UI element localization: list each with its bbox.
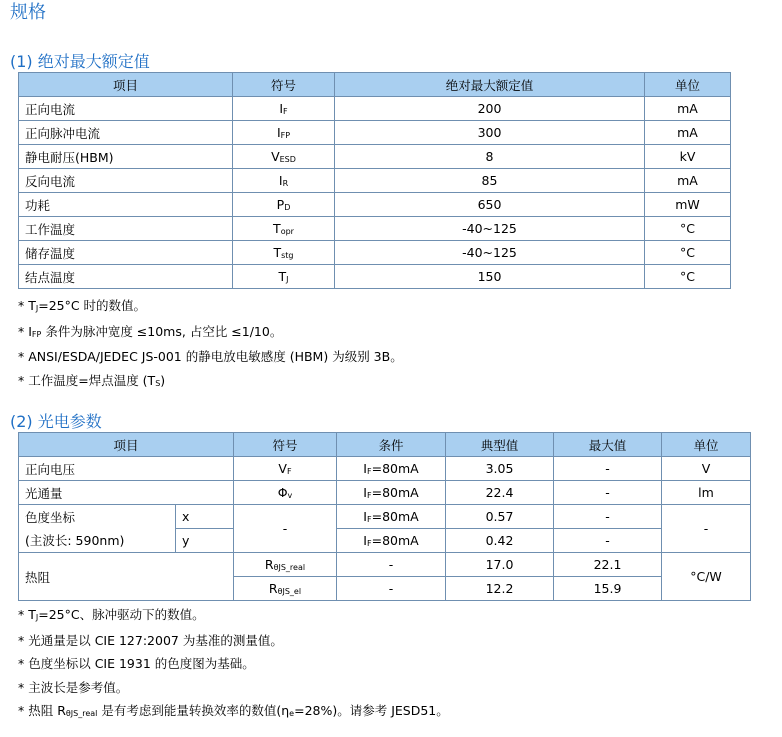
condition-cell: - bbox=[337, 553, 446, 577]
note-line: * TJ=25°C 时的数值。 bbox=[18, 298, 147, 313]
symbol-cell: IFP bbox=[233, 121, 335, 145]
symbol-cell: Topr bbox=[233, 217, 335, 241]
note-line: * TJ=25°C、脉冲驱动下的数值。 bbox=[18, 607, 205, 622]
absolute-max-ratings-table bbox=[18, 72, 731, 289]
header-unit: 单位 bbox=[662, 433, 751, 457]
unit-cell: °C bbox=[645, 265, 731, 289]
unit-cell: °C/W bbox=[662, 553, 751, 601]
typical-cell: 0.57 bbox=[446, 505, 554, 529]
symbol-cell: PD bbox=[233, 193, 335, 217]
table-row-forward-voltage bbox=[19, 457, 751, 481]
symbol-cell: VESD bbox=[233, 145, 335, 169]
header-typical: 典型值 bbox=[446, 433, 554, 457]
section2-notes bbox=[18, 603, 449, 725]
condition-cell: - bbox=[337, 577, 446, 601]
table-row bbox=[19, 169, 731, 193]
item-cell: 结点温度 bbox=[19, 265, 233, 289]
electro-optical-table bbox=[18, 432, 751, 601]
symbol-cell: Tstg bbox=[233, 241, 335, 265]
typical-cell: 22.4 bbox=[446, 481, 554, 505]
rating-cell: 200 bbox=[335, 97, 645, 121]
condition-cell: IF=80mA bbox=[337, 457, 446, 481]
header-symbol: 符号 bbox=[234, 433, 337, 457]
table-header-row bbox=[19, 73, 731, 97]
typical-cell: 0.42 bbox=[446, 529, 554, 553]
axis-cell: x bbox=[176, 505, 234, 529]
symbol-cell: RθJS_real bbox=[234, 553, 337, 577]
unit-cell: - bbox=[662, 505, 751, 553]
condition-cell: IF=80mA bbox=[337, 529, 446, 553]
item-cell: 功耗 bbox=[19, 193, 233, 217]
max-cell: - bbox=[554, 457, 662, 481]
rating-cell: 85 bbox=[335, 169, 645, 193]
page-title: 规格 bbox=[10, 2, 46, 23]
note-line: * 主波长是参考值。 bbox=[18, 679, 129, 695]
item-cell: 工作温度 bbox=[19, 217, 233, 241]
symbol-cell: RθJS_el bbox=[234, 577, 337, 601]
unit-cell: °C bbox=[645, 217, 731, 241]
note-line: * IFP 条件为脉冲宽度 ≤10ms, 占空比 ≤1/10。 bbox=[18, 323, 283, 339]
rating-cell: 650 bbox=[335, 193, 645, 217]
rating-cell: 150 bbox=[335, 265, 645, 289]
table-row-chromaticity-y bbox=[19, 529, 751, 553]
section2-title: (2) 光电参数 bbox=[10, 412, 102, 431]
unit-cell: mA bbox=[645, 169, 731, 193]
condition-cell: IF=80mA bbox=[337, 481, 446, 505]
table-row bbox=[19, 121, 731, 145]
header-item: 项目 bbox=[19, 73, 233, 97]
item-cell: 静电耐压(HBM) bbox=[19, 145, 233, 169]
unit-cell: V bbox=[662, 457, 751, 481]
symbol-cell: TJ bbox=[233, 265, 335, 289]
unit-cell: °C bbox=[645, 241, 731, 265]
axis-cell: y bbox=[176, 529, 234, 553]
symbol-cell: IR bbox=[233, 169, 335, 193]
rating-cell: 300 bbox=[335, 121, 645, 145]
rating-cell: -40~125 bbox=[335, 241, 645, 265]
max-cell: 15.9 bbox=[554, 577, 662, 601]
table-row-luminous-flux bbox=[19, 481, 751, 505]
note-line: * ANSI/ESDA/JEDEC JS-001 的静电放电敏感度 (HBM) 为级别 3B。 bbox=[18, 349, 403, 364]
max-cell: - bbox=[554, 529, 662, 553]
max-cell: 22.1 bbox=[554, 553, 662, 577]
symbol-cell: Φv bbox=[234, 481, 337, 505]
header-max: 最大值 bbox=[554, 433, 662, 457]
header-item: 项目 bbox=[19, 433, 234, 457]
header-condition: 条件 bbox=[337, 433, 446, 457]
item-cell-line2: (主波长: 590nm) bbox=[19, 529, 176, 553]
unit-cell: mA bbox=[645, 121, 731, 145]
table-row bbox=[19, 145, 731, 169]
condition-cell: IF=80mA bbox=[337, 505, 446, 529]
item-cell: 正向电流 bbox=[19, 97, 233, 121]
table-row-chromaticity-x bbox=[19, 505, 751, 529]
symbol-cell: - bbox=[234, 505, 337, 553]
item-cell: 热阻 bbox=[19, 553, 234, 601]
item-cell: 光通量 bbox=[19, 481, 234, 505]
unit-cell: mW bbox=[645, 193, 731, 217]
header-symbol: 符号 bbox=[233, 73, 335, 97]
table-row-thermal-real bbox=[19, 553, 751, 577]
note-line: * 光通量是以 CIE 127:2007 为基准的测量值。 bbox=[18, 632, 283, 648]
typical-cell: 17.0 bbox=[446, 553, 554, 577]
max-cell: - bbox=[554, 505, 662, 529]
header-unit: 单位 bbox=[645, 73, 731, 97]
rating-cell: 8 bbox=[335, 145, 645, 169]
section1-notes bbox=[18, 294, 403, 394]
max-cell: - bbox=[554, 481, 662, 505]
table-row bbox=[19, 97, 731, 121]
symbol-cell: IF bbox=[233, 97, 335, 121]
table-row bbox=[19, 241, 731, 265]
unit-cell: lm bbox=[662, 481, 751, 505]
table-row bbox=[19, 193, 731, 217]
typical-cell: 12.2 bbox=[446, 577, 554, 601]
note-line: * 色度坐标以 CIE 1931 的色度图为基础。 bbox=[18, 656, 255, 671]
symbol-cell: VF bbox=[234, 457, 337, 481]
table-row bbox=[19, 217, 731, 241]
rating-cell: -40~125 bbox=[335, 217, 645, 241]
note-line: * 工作温度=焊点温度 (TS) bbox=[18, 372, 166, 388]
typical-cell: 3.05 bbox=[446, 457, 554, 481]
item-cell: 正向脉冲电流 bbox=[19, 121, 233, 145]
item-cell: 正向电压 bbox=[19, 457, 234, 481]
item-cell: 储存温度 bbox=[19, 241, 233, 265]
unit-cell: mA bbox=[645, 97, 731, 121]
note-line: * 热阻 RθJS_real 是有考虑到能量转换效率的数值(ηe=28%)。请参考 JESD51。 bbox=[18, 703, 449, 718]
table-header-row bbox=[19, 433, 751, 457]
unit-cell: kV bbox=[645, 145, 731, 169]
table-row bbox=[19, 265, 731, 289]
section1-title: (1) 绝对最大额定值 bbox=[10, 52, 150, 71]
item-cell: 反向电流 bbox=[19, 169, 233, 193]
item-cell-line1: 色度坐标 bbox=[19, 505, 176, 529]
header-rating: 绝对最大额定值 bbox=[335, 73, 645, 97]
